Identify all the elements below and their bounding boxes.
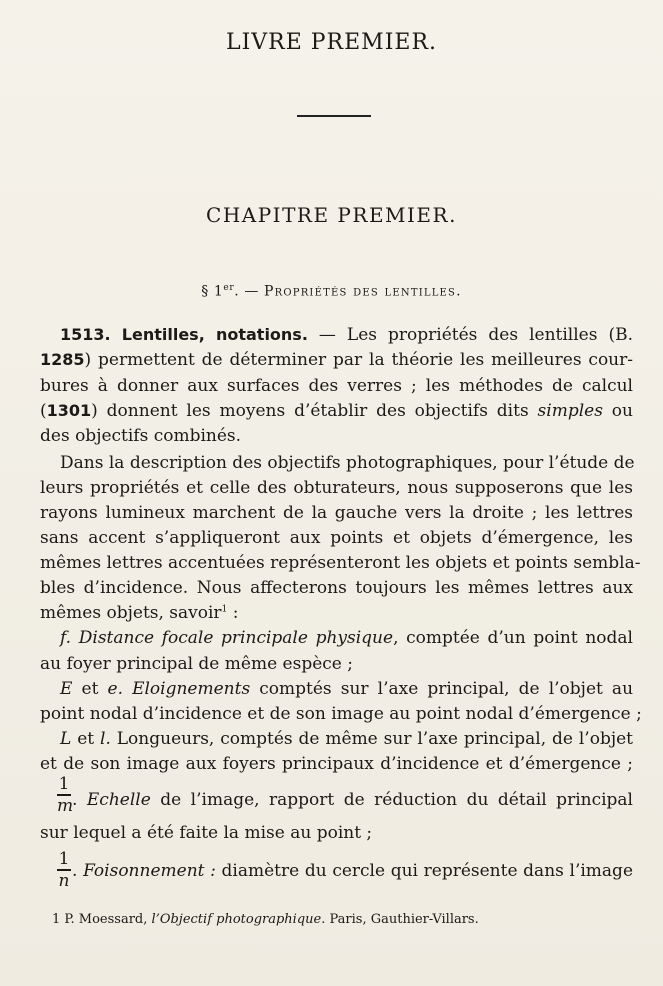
math-symbol: l. [100, 729, 111, 749]
text-run: ( [40, 401, 47, 421]
text-run: ou [602, 401, 633, 421]
math-symbol: f. [60, 628, 72, 648]
defined-term: Eloignements [122, 679, 251, 699]
text-run: ) permettent de déterminer par la théorie les meilleures cour- [84, 350, 633, 370]
paragraph-line [40, 603, 633, 623]
defined-term: Foisonnement : [83, 861, 216, 881]
fraction-one-over-m [57, 774, 74, 816]
paragraph-line: sans accent s’appliqueront aux points et objets d’émergence, les [40, 528, 633, 548]
text-run: mêmes objets, savoir [40, 603, 222, 623]
text-run: comptés sur l’axe principal, de l’objet au [250, 679, 634, 699]
cross-reference: 1301 [46, 401, 92, 420]
text-run: , comptée d’un point nodal [393, 628, 633, 648]
footnote-author: P. Moessard, [60, 912, 152, 927]
fraction-denominator: n [58, 870, 70, 891]
defined-term: Echelle [86, 790, 151, 810]
paragraph-line: mêmes lettres accentuées représenteront les objets et points sembla- [40, 553, 641, 573]
fraction-one-over-n [57, 850, 71, 890]
paragraph-line: sur lequel a été faite la mise au point ; [40, 823, 373, 843]
definition-f [60, 628, 633, 648]
fraction-numerator: 1 [58, 774, 70, 794]
definition-m [72, 790, 633, 810]
paragraph-line: point nodal d’incidence et de son image au point nodal d’émergence ; [40, 704, 642, 724]
footnote [52, 912, 479, 927]
text-run: de l’image, rapport de réduction du détail principal [150, 790, 633, 810]
section-title: Propriétés des lentilles. [264, 283, 462, 300]
paragraph-line: au foyer principal de même espèce ; [40, 654, 353, 674]
paragraph-line: rayons lumineux marchent de la gauche vers la droite ; les lettres [40, 503, 633, 523]
paragraph-line: Dans la description des objectifs photographiques, pour l’étude de [60, 453, 635, 473]
text-run: ) donnent les moyens d’établir des objectifs dits [91, 401, 538, 421]
paragraph-line: des objectifs combinés. [40, 426, 242, 446]
paragraph-line [40, 401, 633, 421]
text-run: Longueurs, comptés de même sur l’axe principal, de l’objet [110, 729, 633, 749]
math-symbol: e. [107, 679, 123, 699]
paragraph-line [40, 350, 633, 370]
footnote-marker: 1 [221, 604, 228, 615]
paragraph-line: bles d’incidence. Nous affecterons toujours les mêmes lettres aux [40, 578, 633, 598]
italic-term: simples [537, 401, 603, 421]
text-run: et [71, 729, 101, 749]
defined-term: Distance focale principale physique [71, 628, 394, 648]
cross-reference: 1285 [40, 350, 85, 369]
book-title: LIVRE PREMIER. [225, 30, 438, 55]
definition-n [72, 861, 633, 881]
section-symbol: § 1 [201, 283, 224, 300]
math-symbol: L [60, 729, 72, 749]
title-divider [297, 115, 371, 117]
section-separator: . — [234, 283, 265, 300]
section-heading [0, 283, 663, 300]
fraction-denominator: m [57, 795, 74, 816]
section-ordinal: er [223, 283, 235, 293]
footnote-publisher: . Paris, Gauthier-Villars. [321, 912, 479, 927]
text-run: . [72, 790, 87, 810]
paragraph-line [60, 325, 633, 345]
chapter-title: CHAPITRE PREMIER. [206, 203, 457, 227]
footnote-book-title: l’Objectif photographique [151, 912, 322, 927]
text-run: : [227, 603, 239, 623]
paragraph-number: 1513 [60, 325, 105, 344]
paragraph-line: leurs propriétés et celle des obturateurs, nous supposerons que les [40, 478, 633, 498]
paragraph-line: et de son image aux foyers principaux d’incidence et d’émergence ; [40, 754, 633, 774]
definition-e [60, 679, 633, 699]
text-run: . [72, 861, 84, 881]
text-run: diamètre du cercle qui représente dans l’image [215, 861, 634, 881]
footnote-number: 1 [52, 912, 61, 927]
text-run: et [72, 679, 108, 699]
paragraph-line: bures à donner aux surfaces des verres ; les méthodes de calcul [40, 376, 633, 396]
text-run: — Les propriétés des lentilles (B. [307, 325, 633, 345]
fraction-numerator: 1 [58, 849, 70, 869]
paragraph-heading: . Lentilles, notations. [104, 325, 308, 344]
math-symbol: E [60, 679, 73, 699]
definition-l [60, 729, 633, 749]
